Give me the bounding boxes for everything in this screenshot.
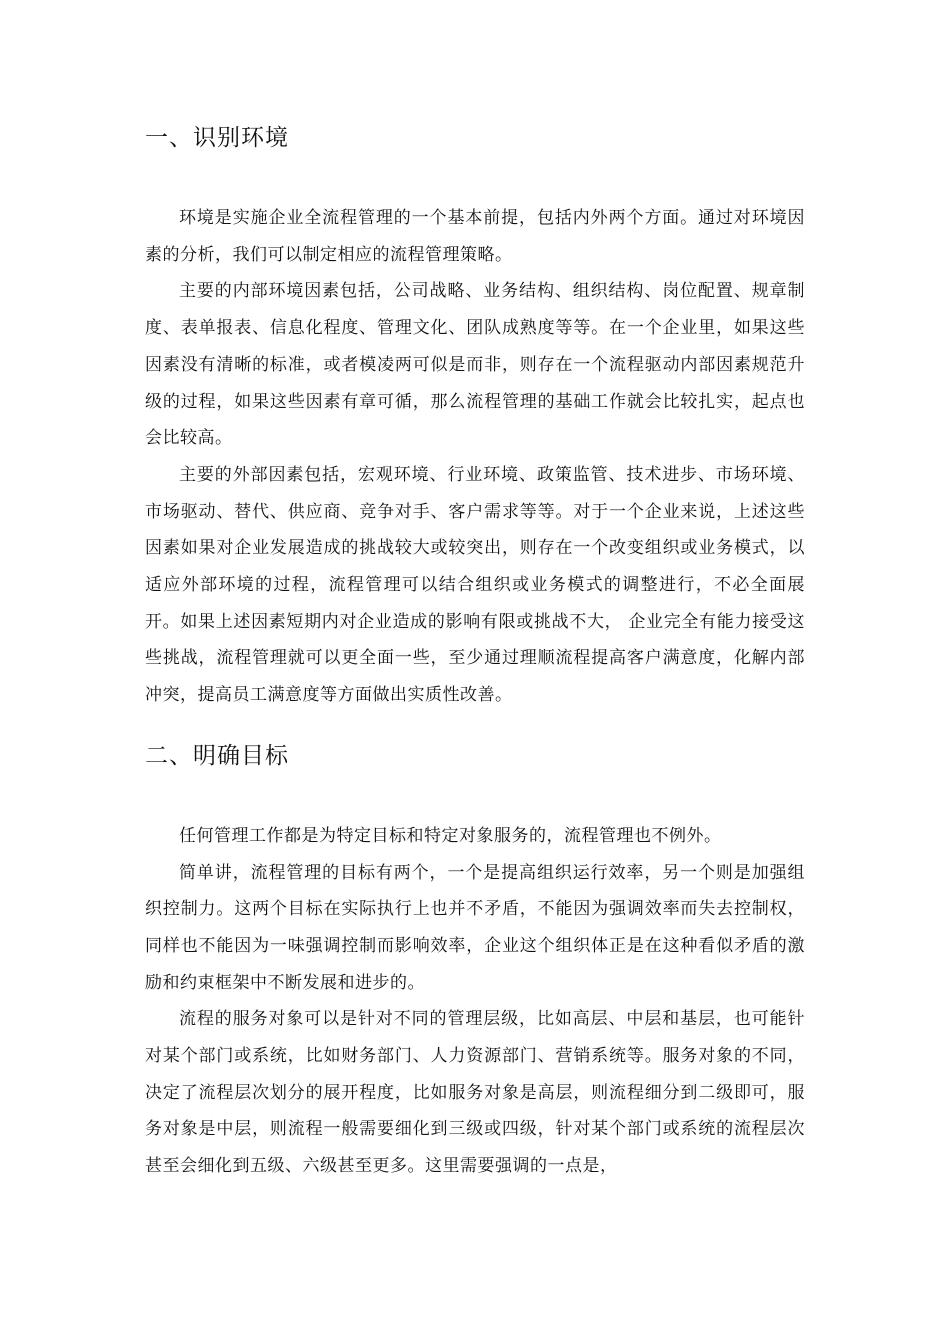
paragraph: 任何管理工作都是为特定目标和特定对象服务的，流程管理也不例外。 <box>179 825 722 846</box>
section-identify-environment <box>145 118 805 714</box>
paragraph: 简单讲，流程管理的目标有两个，一个是提高组织运行效率，另一个则是加强组织控制力。这两个目标在实际执行上也并不矛盾，不能因为强调效率而失去控制权，同样也不能因为一味强调控制而影响效率，企业这个组织体正是在这种看似矛盾的激励和约束框架中不断发展和进步的。 <box>145 862 805 993</box>
section-heading: 一、识别环境 <box>145 125 289 151</box>
section-define-goals <box>145 736 805 1185</box>
paragraph: 主要的内部环境因素包括，公司战略、业务结构、组织结构、岗位配置、规章制度、表单报表、信息化程度、管理文化、团队成熟度等等。在一个企业里，如果这些因素没有清晰的标准，或者模凌两可似是而非，则存在一个流程驱动内部因素规范升级的过程，如果这些因素有章可循，那么流程管理的基础工作就会比较扎实，起点也会比较高。 <box>145 281 805 449</box>
paragraph: 主要的外部因素包括，宏观环境、行业环境、政策监管、技术进步、市场环境、市场驱动、替代、供应商、竞争对手、客户需求等等。对于一个企业来说，上述这些因素如果对企业发展造成的挑战较大或较突出，则存在一个改变组织或业务模式，以适应外部环境的过程，流程管理可以结合组织或业务模式的调整进行，不必全面展开。如果上述因素短期内对企业造成的影响有限或挑战不大， 企业完全有能力接受这些挑战，流程管理就可以更全面一些，至少通过理顺流程提高客户满意度，化解内部冲突，提高员工满意度等方面做出实质性改善。 <box>145 464 805 706</box>
document-body <box>145 118 805 1185</box>
paragraph: 流程的服务对象可以是针对不同的管理层级，比如高层、中层和基层，也可能针对某个部门或系统，比如财务部门、人力资源部门、营销系统等。服务对象的不同，决定了流程层次划分的展开程度，比如服务对象是高层，则流程细分到二级即可，服务对象是中层，则流程一般需要细化到三级或四级，针对某个部门或系统的流程层次甚至会细化到五级、六级甚至更多。这里需要强调的一点是， <box>145 1009 805 1177</box>
paragraph: 环境是实施企业全流程管理的一个基本前提，包括内外两个方面。通过对环境因素的分析，我们可以制定相应的流程管理策略。 <box>145 208 805 265</box>
section-heading: 二、明确目标 <box>145 742 289 769</box>
